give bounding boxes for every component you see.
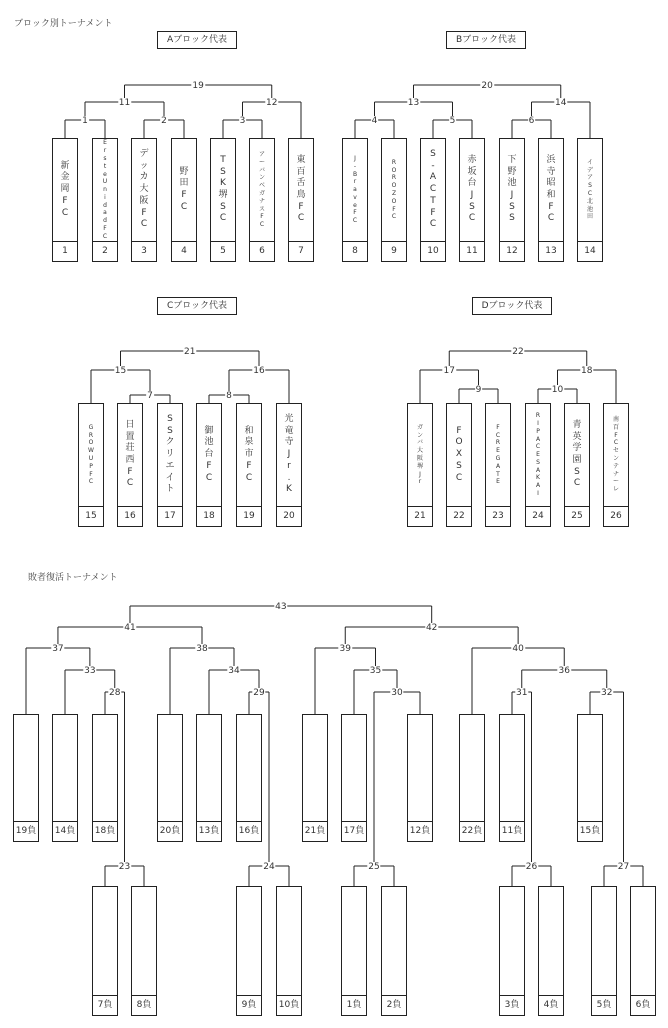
team-slot (499, 138, 525, 262)
slot-label: 20負 (158, 821, 182, 841)
slot-label: 18負 (93, 821, 117, 841)
team-slot (210, 138, 236, 262)
team-slot (577, 138, 603, 262)
team-name: S - A C T F C (429, 149, 437, 230)
match-number: 10 (551, 385, 564, 395)
match-number: 29 (253, 688, 265, 698)
match-number: 22 (512, 347, 524, 357)
team-slot (459, 138, 485, 262)
team-number: 3 (132, 241, 156, 261)
repechage-slot (52, 714, 78, 842)
slot-label: 11負 (500, 821, 524, 841)
match-number: 4 (371, 116, 378, 126)
team-number: 16 (118, 506, 142, 526)
team-name: T S K 堺 S C (218, 154, 228, 224)
team-name: S S ク リ エ イ ト (165, 414, 175, 495)
team-slot (157, 403, 183, 527)
team-number: 11 (460, 241, 484, 261)
team-number: 22 (447, 506, 471, 526)
repechage-slot (131, 886, 157, 1016)
repechage-slot (499, 886, 525, 1016)
match-number: 28 (109, 688, 121, 698)
team-name: J - B r a v e F C (352, 154, 358, 225)
match-number: 33 (84, 666, 96, 676)
team-name: 日 置 荘 西 F C (125, 419, 135, 489)
match-number: 16 (253, 366, 265, 376)
match-number: 19 (192, 81, 204, 91)
repechage-title: 敗者復活トーナメント (28, 573, 118, 583)
team-name: 浜 寺 昭 和 F C (546, 154, 556, 224)
team-name: 和 泉 市 F C (244, 425, 254, 483)
match-number: 7 (147, 391, 153, 401)
team-slot (603, 403, 629, 527)
team-number: 14 (578, 241, 602, 261)
match-number: 42 (425, 623, 438, 633)
match-number: 5 (449, 116, 456, 126)
team-name: ア ー バ ン ベ ガ ナ ス F C (258, 151, 265, 229)
match-number: 15 (114, 366, 127, 376)
team-slot (249, 138, 275, 262)
match-number: 39 (339, 644, 351, 654)
repechage-slot (302, 714, 328, 842)
repechage-slot (13, 714, 39, 842)
match-number: 41 (124, 623, 136, 633)
match-number: 2 (161, 116, 167, 126)
team-number: 21 (408, 506, 432, 526)
team-slot (276, 403, 302, 527)
page-title: ブロック別トーナメント (14, 19, 113, 29)
repechage-slot (499, 714, 525, 842)
match-number: 11 (118, 98, 131, 108)
repechage-slot (276, 886, 302, 1016)
match-number: 14 (555, 98, 567, 108)
match-number: 12 (266, 98, 278, 108)
match-number: 34 (228, 666, 240, 676)
team-number: 12 (500, 241, 524, 261)
team-slot (420, 138, 446, 262)
match-number: 8 (226, 391, 232, 401)
repechage-slot (92, 886, 118, 1016)
team-slot (407, 403, 433, 527)
team-number: 19 (237, 506, 261, 526)
match-number: 21 (184, 347, 196, 357)
slot-label: 17負 (342, 821, 366, 841)
team-name: ガ ン バ 大 阪 堺 J r (416, 423, 423, 486)
slot-label: 1負 (342, 995, 366, 1015)
team-slot (236, 403, 262, 527)
slot-label: 22負 (460, 821, 484, 841)
slot-label: 2負 (382, 995, 406, 1015)
team-slot (446, 403, 472, 527)
repechage-slot (236, 714, 262, 842)
team-name: 新 金 岡 F C (60, 160, 70, 218)
slot-label: 13負 (197, 821, 221, 841)
match-number: 25 (368, 862, 380, 872)
team-number: 24 (526, 506, 550, 526)
team-name: F C R E G A T E (495, 423, 501, 486)
repechage-slot (196, 714, 222, 842)
repechage-slot (591, 886, 617, 1016)
team-number: 17 (158, 506, 182, 526)
team-slot (525, 403, 551, 527)
slot-label: 15負 (578, 821, 602, 841)
match-number: 43 (275, 602, 287, 612)
team-number: 23 (486, 506, 510, 526)
team-name: 御 池 台 F C (204, 425, 214, 483)
team-name: デ ッ カ 大 阪 F C (139, 149, 149, 230)
match-number: 37 (52, 644, 64, 654)
team-slot (538, 138, 564, 262)
repechage-slot (341, 714, 367, 842)
match-number: 27 (617, 862, 630, 872)
team-name: イ デ ア S C 北 池 田 (586, 158, 593, 221)
slot-label: 5負 (592, 995, 616, 1015)
slot-label: 3負 (500, 995, 524, 1015)
match-number: 24 (263, 862, 275, 872)
team-name: 青 英 学 園 S C (572, 419, 582, 489)
team-number: 26 (604, 506, 628, 526)
match-number: 32 (601, 688, 613, 698)
match-number: 13 (407, 98, 420, 108)
slot-label: 19負 (14, 821, 38, 841)
team-slot (131, 138, 157, 262)
slot-label: 6負 (631, 995, 655, 1015)
team-number: 13 (539, 241, 563, 261)
team-name: 野 田 F C (179, 166, 189, 212)
team-number: 20 (277, 506, 301, 526)
repechage-slot (630, 886, 656, 1016)
match-number: 26 (525, 862, 538, 872)
team-slot (342, 138, 368, 262)
team-name: F O X S C (455, 425, 463, 483)
team-number: 5 (211, 241, 235, 261)
match-number: 6 (528, 116, 535, 126)
team-number: 18 (197, 506, 221, 526)
slot-label: 21負 (303, 821, 327, 841)
match-number: 30 (391, 688, 403, 698)
slot-label: 14負 (53, 821, 77, 841)
team-slot (485, 403, 511, 527)
block-a-title: Aブロック代表 (157, 31, 237, 49)
match-number: 35 (369, 666, 382, 676)
match-number: 38 (196, 644, 208, 654)
match-number: 36 (558, 666, 570, 676)
team-number: 2 (93, 241, 117, 261)
team-name: 下 野 池 J S S (507, 154, 517, 224)
team-name: R I P A C E S A K A I (535, 412, 541, 498)
slot-label: 16負 (237, 821, 261, 841)
team-slot (78, 403, 104, 527)
team-number: 1 (53, 241, 77, 261)
team-slot (196, 403, 222, 527)
team-name: 東 百 舌 鳥 F C (296, 154, 306, 224)
match-number: 17 (443, 366, 455, 376)
slot-label: 4負 (539, 995, 563, 1015)
match-number: 9 (475, 385, 482, 395)
team-name: E r s t e U n i d a d F C (102, 139, 108, 240)
repechage-slot (407, 714, 433, 842)
slot-label: 10負 (277, 995, 301, 1015)
team-name: 南 百 F C セ ン テ ナ ー レ (612, 416, 619, 494)
team-name: R O R O Z O F C (391, 158, 397, 221)
slot-label: 9負 (237, 995, 261, 1015)
team-slot (564, 403, 590, 527)
team-number: 6 (250, 241, 274, 261)
team-number: 7 (289, 241, 313, 261)
team-slot (288, 138, 314, 262)
team-number: 8 (343, 241, 367, 261)
block-b-title: Bブロック代表 (446, 31, 526, 49)
team-name: G R O W U P F C (88, 423, 94, 486)
repechage-slot (381, 886, 407, 1016)
team-number: 4 (172, 241, 196, 261)
team-slot (52, 138, 78, 262)
match-number: 3 (239, 116, 246, 126)
team-number: 10 (421, 241, 445, 261)
block-c-title: Cブロック代表 (157, 297, 237, 315)
repechage-slot (341, 886, 367, 1016)
match-number: 31 (516, 688, 528, 698)
repechage-slot (459, 714, 485, 842)
match-number: 20 (481, 81, 493, 91)
team-name: 光 竜 寺 J r . K (284, 414, 294, 495)
block-d-title: Dブロック代表 (472, 297, 552, 315)
team-number: 9 (382, 241, 406, 261)
team-number: 25 (565, 506, 589, 526)
repechage-slot (157, 714, 183, 842)
match-number: 40 (512, 644, 524, 654)
repechage-slot (236, 886, 262, 1016)
repechage-slot (92, 714, 118, 842)
repechage-slot (538, 886, 564, 1016)
team-name: 赤 坂 台 J S C (467, 154, 477, 224)
team-number: 15 (79, 506, 103, 526)
match-number: 18 (581, 366, 593, 376)
slot-label: 8負 (132, 995, 156, 1015)
team-slot (92, 138, 118, 262)
repechage-slot (577, 714, 603, 842)
team-slot (171, 138, 197, 262)
slot-label: 7負 (93, 995, 117, 1015)
slot-label: 12負 (408, 821, 432, 841)
team-slot (117, 403, 143, 527)
match-number: 1 (82, 116, 88, 126)
match-number: 23 (118, 862, 131, 872)
team-slot (381, 138, 407, 262)
